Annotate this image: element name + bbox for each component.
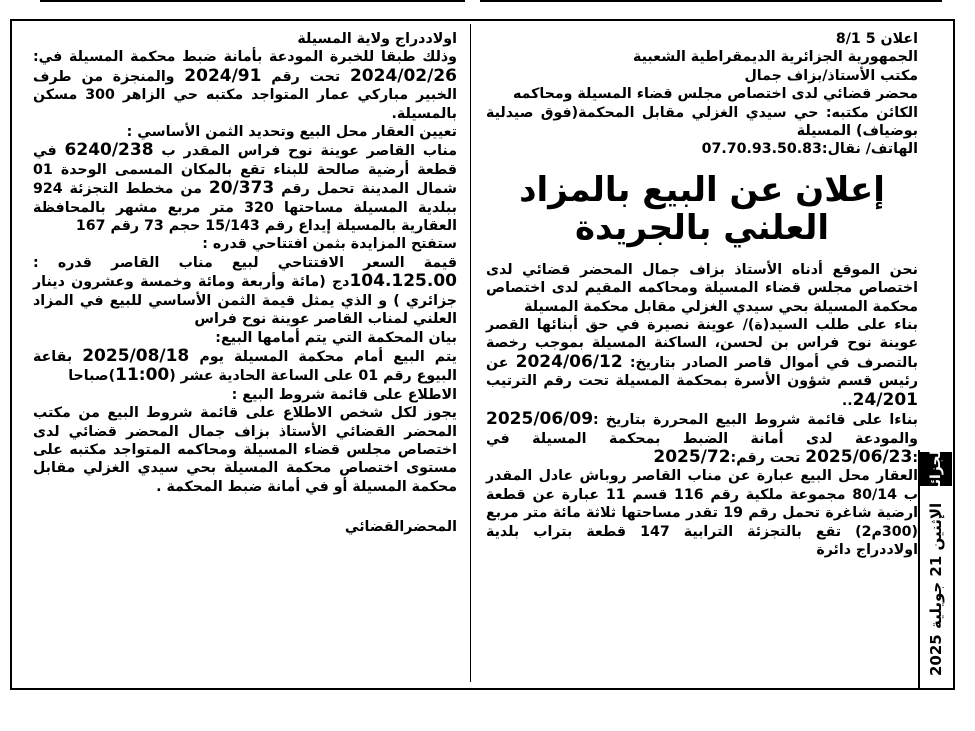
issue-date: الإثنين 21 جويلية 2025 [927, 502, 945, 676]
court-text-b: بقاعة البيوع رقم 01 على الساعة الحادية عشر ( [33, 348, 457, 385]
inspection-paragraph: يجوز لكل شخص الاطلاع على قائمة شروط البيع من مكتب المحضر القضائي الأستاذ بزاف جمال المحضر قضائي لدى اختصاص مجلس قضاء المسيلة ومحاكمه المتواجد مكتبه على مستوى اختصاص محكمة المسيلة بحي سيدي الغزلي مقابل محكمة المسيلة أو في أمانة ضبط المحكمة . [33, 405, 457, 495]
column-divider [470, 24, 471, 682]
phone-line: الهاتف/ نقال:07.70.93.50.83 [701, 141, 918, 158]
request-date: 2024/06/12 [515, 351, 623, 372]
top-rule-left [40, 0, 465, 2]
left-column [33, 30, 457, 537]
intro-paragraph: نحن الموقع أدناه الأستاذ بزاف جمال المحضر قضائي لدى اختصاص مجلس قضاء المسيلة ومحاكمه المقيم لدى اختصاص محكمة المسيلة بحي سيدي الغزلي مقابل محكمة المسيلة [486, 261, 918, 315]
property-paragraph: العقار محل البيع عبارة عن مناب القاصر روباش عادل المقدر ب 80/14 مجموعة ملكية رقم 116 قسم 11 عبارة عن قطعة ارضية شاغرة تحمل رقم 19 تقدر مساحتها ثلاثة مائة متر مربع (300م2) تقع بالتجزئة الترابية 147 قطعة بتراب بلدية اولاددراج دائرة [486, 468, 918, 558]
expertise-paragraph [33, 48, 457, 123]
sale-date: 2025/08/18 [82, 345, 190, 366]
price-paragraph [33, 254, 457, 329]
expertise-date: 2024/02/26 [349, 65, 457, 86]
bailiff-line: محضر قضائي لدى اختصاص مجلس قضاء المسيلة ومحاكمه [512, 86, 918, 103]
court-text-c: )صباحا [68, 368, 116, 385]
terms-paragraph [486, 410, 918, 467]
republic-title: الجمهورية الجزائرية الديمقراطية الشعبية [633, 49, 918, 66]
price-text-b: دج (مائة وأربعة ومائة وخمسة وعشرون دينار جزائري ) و الذي يمثل قيمة الثمن الأساسي للبيع في المزاد العلني لمناب القاصر عوينة نوح فراس [33, 274, 457, 328]
sale-time: 11:00 [115, 365, 170, 386]
signature: المحضرالقضائي [344, 519, 457, 536]
designation-text-c: من مخطط التجزئة 924 ببلدية المسيلة مساحتها 320 متر مربع مشهر بالمحافظة العقارية بالمسيلة إيداع رقم 15/143 حجم 73 رقم 167 [33, 181, 457, 235]
lot-number: 20/373 [208, 178, 275, 199]
court-paragraph [33, 347, 457, 386]
designation-text-a: مناب القاصر عوينة نوح فراس المقدر ب [153, 143, 457, 160]
price-text-a: قيمة السعر الافتتاحي لبيع مناب القاصر قدره : [33, 254, 457, 271]
terms-date: 2025/06/09 [486, 409, 594, 430]
expertise-text-c: والمنجزة من طرف الخبير مباركي عمار المتواجد مكتبه حي الزاهر 300 مسكن بالمسيلة. [33, 68, 457, 122]
address-line: الكائن مكتبه: حي سيدي الغزلي مقابل المحكمة(فوق صيدلية بوضياف) المسيلة [486, 104, 918, 140]
headline: إعلان عن البيع بالمزاد العلني بالجريدة [519, 169, 885, 248]
expertise-number: 2024/91 [184, 65, 262, 86]
office-line: مكتب الأستاذ/بزاف جمال [744, 67, 918, 84]
expertise-text-b: تحت رقم [261, 68, 350, 85]
top-rule-right [480, 0, 942, 2]
request-paragraph [486, 316, 918, 410]
request-text-c: .. [841, 392, 853, 409]
newspaper-logo: الجزائر [920, 452, 952, 486]
right-column [486, 30, 918, 559]
opening-price: 104.125.00 [349, 271, 457, 292]
ad-number: اعلان 5 8/1 [835, 31, 918, 47]
terms-number: 2025/72 [653, 446, 731, 467]
request-number: 24/201 [852, 389, 918, 410]
request-text-b: عن رئيس قسم شؤون الأسرة بمحكمة المسيلة تحت رقم الترتيب [486, 354, 918, 390]
terms-text-c: تحت رقم: [730, 449, 806, 466]
terms-text-b: والمودعة لدى أمانة الضبط بمحكمة المسيلة في : [486, 430, 918, 466]
opening-title: ستفتح المزايدة بثمن افتتاحي قدره : [202, 236, 457, 253]
court-text-a: يتم البيع أمام محكمة المسيلة يوم [189, 348, 457, 365]
inspection-title: الاطلاع على قائمة شروط البيع : [231, 386, 457, 403]
designation-text-b: في قطعة أرضية صالحة للبناء تقع بالمكان المسمى الوحدة 01 شمال المدينة تحمل رقم [33, 143, 457, 198]
expertise-text-a: وذلك طبقا للخبرة المودعة بأمانة ضبط محكمة المسيلة في: [33, 49, 457, 66]
request-text-a: بناء على طلب السيد(ة)/ عوينة نصيرة في حق أبنائها القصر عوينة نوح فراس بن لحسن، الساكنة المسيلة بموجب رخصة بالتصرف في أموال قاصر الصادر بتاريخ: [486, 317, 918, 371]
share-value: 6240/238 [64, 140, 154, 161]
terms-deposit-date: 2025/06/23 [805, 446, 913, 467]
continuation-line: اولاددراج ولاية المسيلة [297, 31, 457, 47]
court-title: بيان المحكمة التي يتم أمامها البيع: [215, 329, 457, 346]
designation-title: تعيين العقار محل البيع وتحديد الثمن الأساسي : [126, 124, 457, 141]
designation-paragraph [33, 141, 457, 235]
terms-text-a: بناءا على قائمة شروط البيع المحررة بتاريخ : [593, 412, 918, 429]
